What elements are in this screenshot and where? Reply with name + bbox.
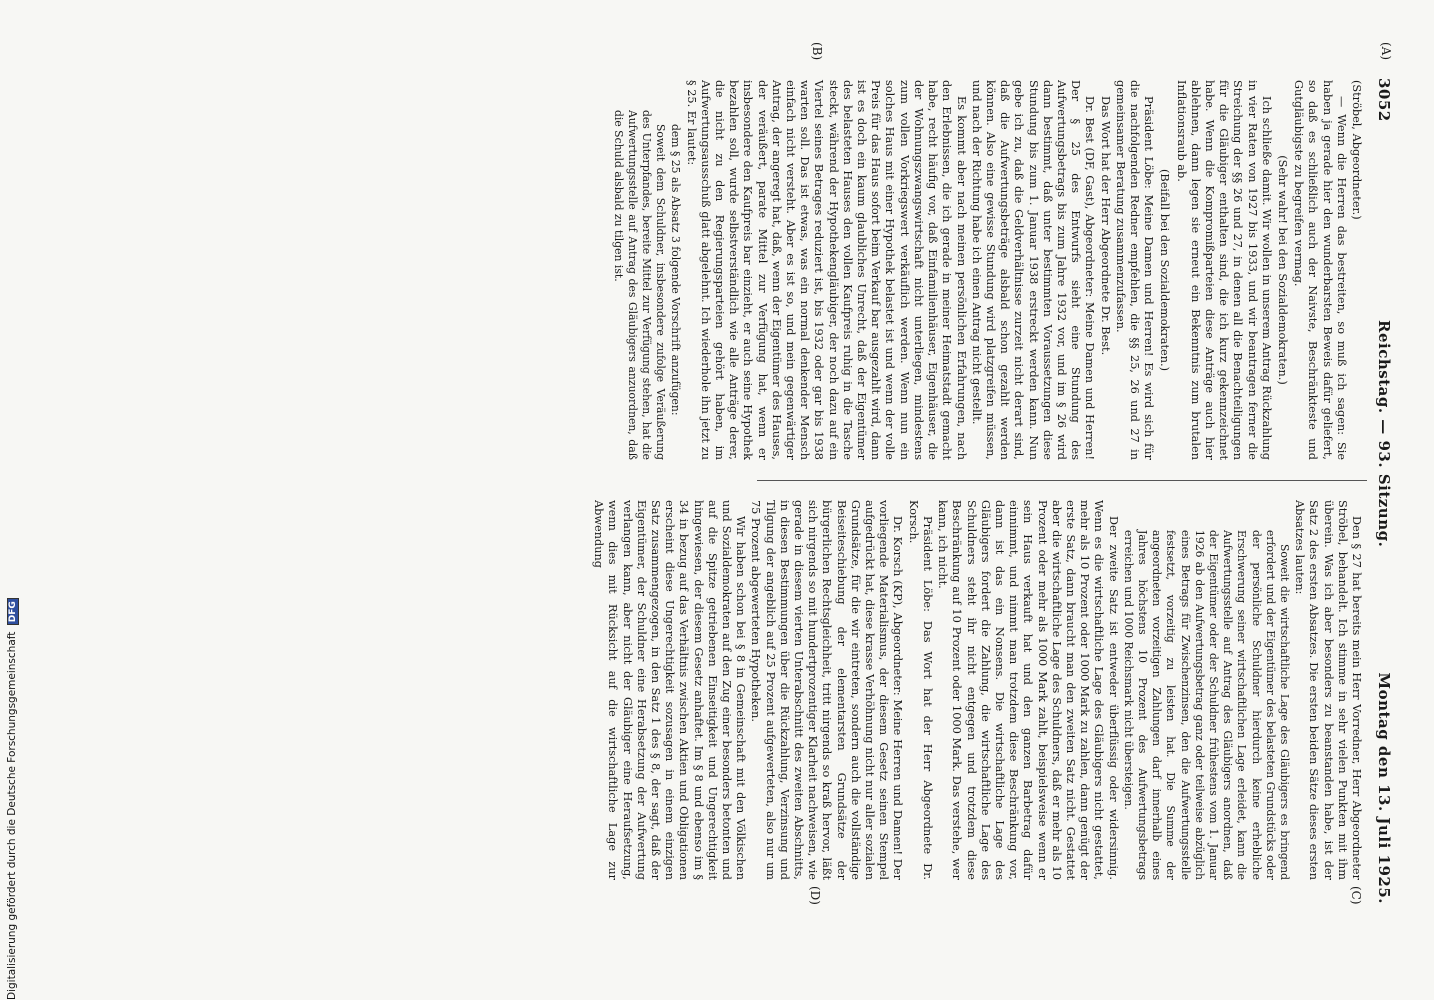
paragraph: Dr. Korsch (KP), Abgeordneter: Meine Herren und Damen! Der vorliegende Materialismus, der diesem Gesetz seinen Stempel aufgedrückt hat, diese krasse Verhöhnung nicht nur aller sozialen Grundsätze, für die wir eintreten, sondern auch die vollständige Beiseiteschiebung der elementarsten Grundsätze der bürgerlichen Rechtsgleichheit, tritt nirgends so kraß hervor, läßt sich nirgends so mit hundertprozentiger Klarheit nachweisen, wie gerade in diesem vierten Unterabschnitt des zweiten Abschnitts, in diesen Bestimmungen über die Rückzahlung, Verzinsung und Tilgung der angeblich auf 25 Prozent aufgewerteten, also nur um 75 Prozent abgewerteten Hypotheken. <box>749 500 905 880</box>
paragraph: Soweit die wirtschaftliche Lage des Gläubigers es bringend erfordert und der Eigentümer des belasteten Grundstücks oder der persönliche Schuldner hierdurch keine erhebliche Erschwerung seiner wirtschaftlichen Lage erleidet, kann die Aufwertungsstelle auf Antrag des Gläubigers anordnen, daß der Eigentümer oder der Schuldner frühestens vom 1. Januar 1926 ab den Aufwertungsbetrag ganz oder teilweise abzüglich eines Betrags für Zwischenzinsen, den die Aufwertungsstelle festsetzt, vorzeitig zu leisten hat. Die Summe der angeordneten vorzeitigen Zahlungen darf innerhalb eines Jahres höchstens 10 Prozent des Aufwertungsbetrags erreichen und 1000 Reichsmark nicht übersteigen. <box>1121 530 1291 880</box>
session-title: Reichstag. — 93. Sitzung. <box>1375 320 1393 548</box>
paragraph: (Ströbel, Abgeordneter.) <box>1350 80 1363 220</box>
margin-marker-a: (A) <box>1379 42 1393 61</box>
margin-marker-c: (C) <box>1349 886 1363 905</box>
credit-text: Digitalisierung gefördert durch die Deutsche Forschungsgemeinschaft <box>6 631 18 1000</box>
paragraph: Den § 27 hat bereits mein Herr Vorredner, Herr Abgeordneter Ströbel, behandelt. Ich stimme in sehr vielen Punkten mit ihm überein. Was ich aber besonders zu beanstanden habe, ist der Satz 2 des ersten Absatzes. Die ersten beiden Sätze dieses ersten Absatzes lauten: <box>1293 500 1363 880</box>
session-date: Montag den 13. Juli 1925. <box>1375 672 1393 904</box>
page-number: 3052 <box>1375 78 1393 122</box>
paragraph: Präsident Löbe: Das Wort hat der Herr Abgeordnete Dr. Korsch. <box>906 500 934 880</box>
paragraph: Der zweite Satz ist entweder überflüssig oder widersinnig. Wenn es die wirtschaftliche Lage des Gläubigers nicht gestattet, mehr als 10 Prozent oder 1000 Mark zu zahlen, dann genügt der erste Satz, dann braucht man den zweiten Satz nicht. Gestattet aber die wirtschaftliche Lage des Schuldners, daß er mehr als 10 Prozent oder mehr als 1000 Mark zahlt, beispielsweise wenn er sein Haus verkauft hat und den ganzen Barbetrag dafür einnimmt, und nimmt man trotzdem diese Beschränkung vor, dann ist das ein Nonsens. Die wirtschaftliche Lage des Gläubigers fordert die Zahlung, die wirtschaftliche Lage des Schuldners steht ihr nicht entgegen und trotzdem diese Beschränkung auf 10 Prozent oder 1000 Mark. Das verstehe, wer kann, ich nicht. <box>936 500 1120 880</box>
right-text-column <box>590 500 1363 880</box>
paragraph: Soweit dem Schuldner, insbesondere zufolge Veräußerung des Unterpfandes, bereite Mittel zur Verfügung stehen, hat die Aufwertungsstelle auf Antrag des Gläubigers anzuordnen, daß die Schuld alsbald zu tilgen ist. <box>611 110 668 460</box>
left-text-column <box>609 80 1363 460</box>
paragraph: Ich schließe damit. Wir wollen in unserem Antrag Rückzahlung in vier Raten von 1927 bis 1933, und wir beantragen ferner die Streichung der §§ 26 und 27, in denen all die Benachteiligungen für die Gläubiger enthalten sind, die ich kurz gekennzeichnet habe. Wenn die Kompromißparteien diese Anträge auch hier ablehnen, dann legen sie erneut ein Bekenntnis zum brutalen Inflationsraub ab. <box>1174 80 1273 460</box>
paragraph: (Beifall bei den Sozialdemokraten.) <box>1158 168 1172 371</box>
paragraph: Präsident Löbe: Meine Damen und Herren! Es wird sich für die nachfolgenden Redner empfehlen, die §§ 25, 26 und 27 in gemeinsamer Beratung zusammenzufassen. <box>1113 80 1156 460</box>
paragraph: dem § 25 als Absatz 3 folgende Vorschrift anzufügen: <box>669 124 683 416</box>
paragraph: Das Wort hat der Herr Abgeordnete Dr. Best. <box>1098 96 1112 356</box>
page-header <box>1371 70 1397 910</box>
document-page <box>67 42 1397 910</box>
margin-marker-d: (D) <box>808 886 822 905</box>
margin-marker-b: (B) <box>810 42 824 61</box>
digitization-credit <box>6 598 19 1000</box>
paragraph: Es kommt aber nach meinen persönlichen Erfahrungen, nach den Erlebnissen, die ich gerade in meiner Heimatstadt gemacht habe, recht häufig vor, daß Einfamilienhäuser, Eigenhäuser, die der Wohnungszwangswirtschaft nicht unterliegen, mindestens zum vollen Vorkriegswert verkäuflich werden. Wenn nun ein solches Haus mit einer Hypothek belastet ist und wenn der volle Preis für das Haus sofort beim Verkauf bar ausgezahlt wird, dann ist es doch ein kaum glaubliches Unrecht, daß der Eigentümer des belasteten Hauses den vollen Kaufpreis ruhig in die Tasche steckt, während der Hypothekengläubiger, der noch dazu auf ein Viertel seines Betrages reduziert ist, bis 1932 oder gar bis 1938 warten soll. Das ist etwas, was ein normal denkender Mensch einfach nicht versteht. Aber es ist so, und mein gegenwärtiger Antrag, der angeregt hat, daß, wenn der Eigentümer des Hauses, der veräußert, parate Mittel zur Verfügung hat, wenn er insbesondere den Kaufpreis bar einzieht, er auch seine Hypothek bezahlen soll, wurde selbstverständlich wie alle Anträge derer, die nicht zu den Regierungsparteien gehört haben, im Aufwertungsausschuß glatt abgelehnt. Ich wiederhole ihn jetzt zu § 25. Er lautet: <box>684 80 968 460</box>
paragraph: Wir haben schon bei § 8 in Gemeinschaft mit den Völkischen und Sozialdemokraten auf den Zug einer besonders betonten und auf die Spitze getriebenen Einseitigkeit und Ungerechtigkeit hingewiesen, der diesem Gesetz anhaftet. Im § 8 und ebenso im § 34 in bezug auf das Verhältnis zwischen Aktien und Obligationen erscheint diese Ungerechtigkeit sozusagen in einem einzigen Satz zusammengezogen, in den Satz 1 des § 8, der sagt, daß der Eigentümer, der Schuldner eine Herabsetzung der Aufwertung verlangen kann, aber nicht der Gläubiger eine Heraufsetzung, wenn dies mit Rücksicht auf die wirtschaftliche Lage zur Abwendung <box>592 500 748 880</box>
paragraph: Dr. Best (DF, Gast), Abgeordneter: Meine Damen und Herren! Der § 25 des Entwurfs sieht eine Stundung des Aufwertungsbetrags bis zum Jahre 1932 vor, und im § 26 wird dann bestimmt, daß unter bestimmten Voraussetzungen diese Stundung bis zum 1. Januar 1938 erstreckt werden kann. Nun gebe ich zu, daß die Geldverhältnisse zurzeit nicht derart sind, daß die Aufwertungsbeträge alsbald schon gezahlt werden können. Also eine gewisse Stundung wird platzgreifen müssen, und nach der Richtung habe ich einen Antrag nicht gestellt. <box>969 80 1097 460</box>
column-divider <box>757 480 1367 481</box>
paragraph: (Sehr wahr! bei den Sozialdemokraten.) <box>1275 155 1289 385</box>
dfg-logo: DFG <box>7 598 19 625</box>
paragraph: — Wenn die Herren das bestreiten, so muß ich sagen: Sie haben ja gerade hier den wunderbarsten Beweis dafür geliefert, so daß es schließlich auch der Naivste, Beschränkteste und Gutgläubigste zu begreifen vermag. <box>1292 80 1348 460</box>
